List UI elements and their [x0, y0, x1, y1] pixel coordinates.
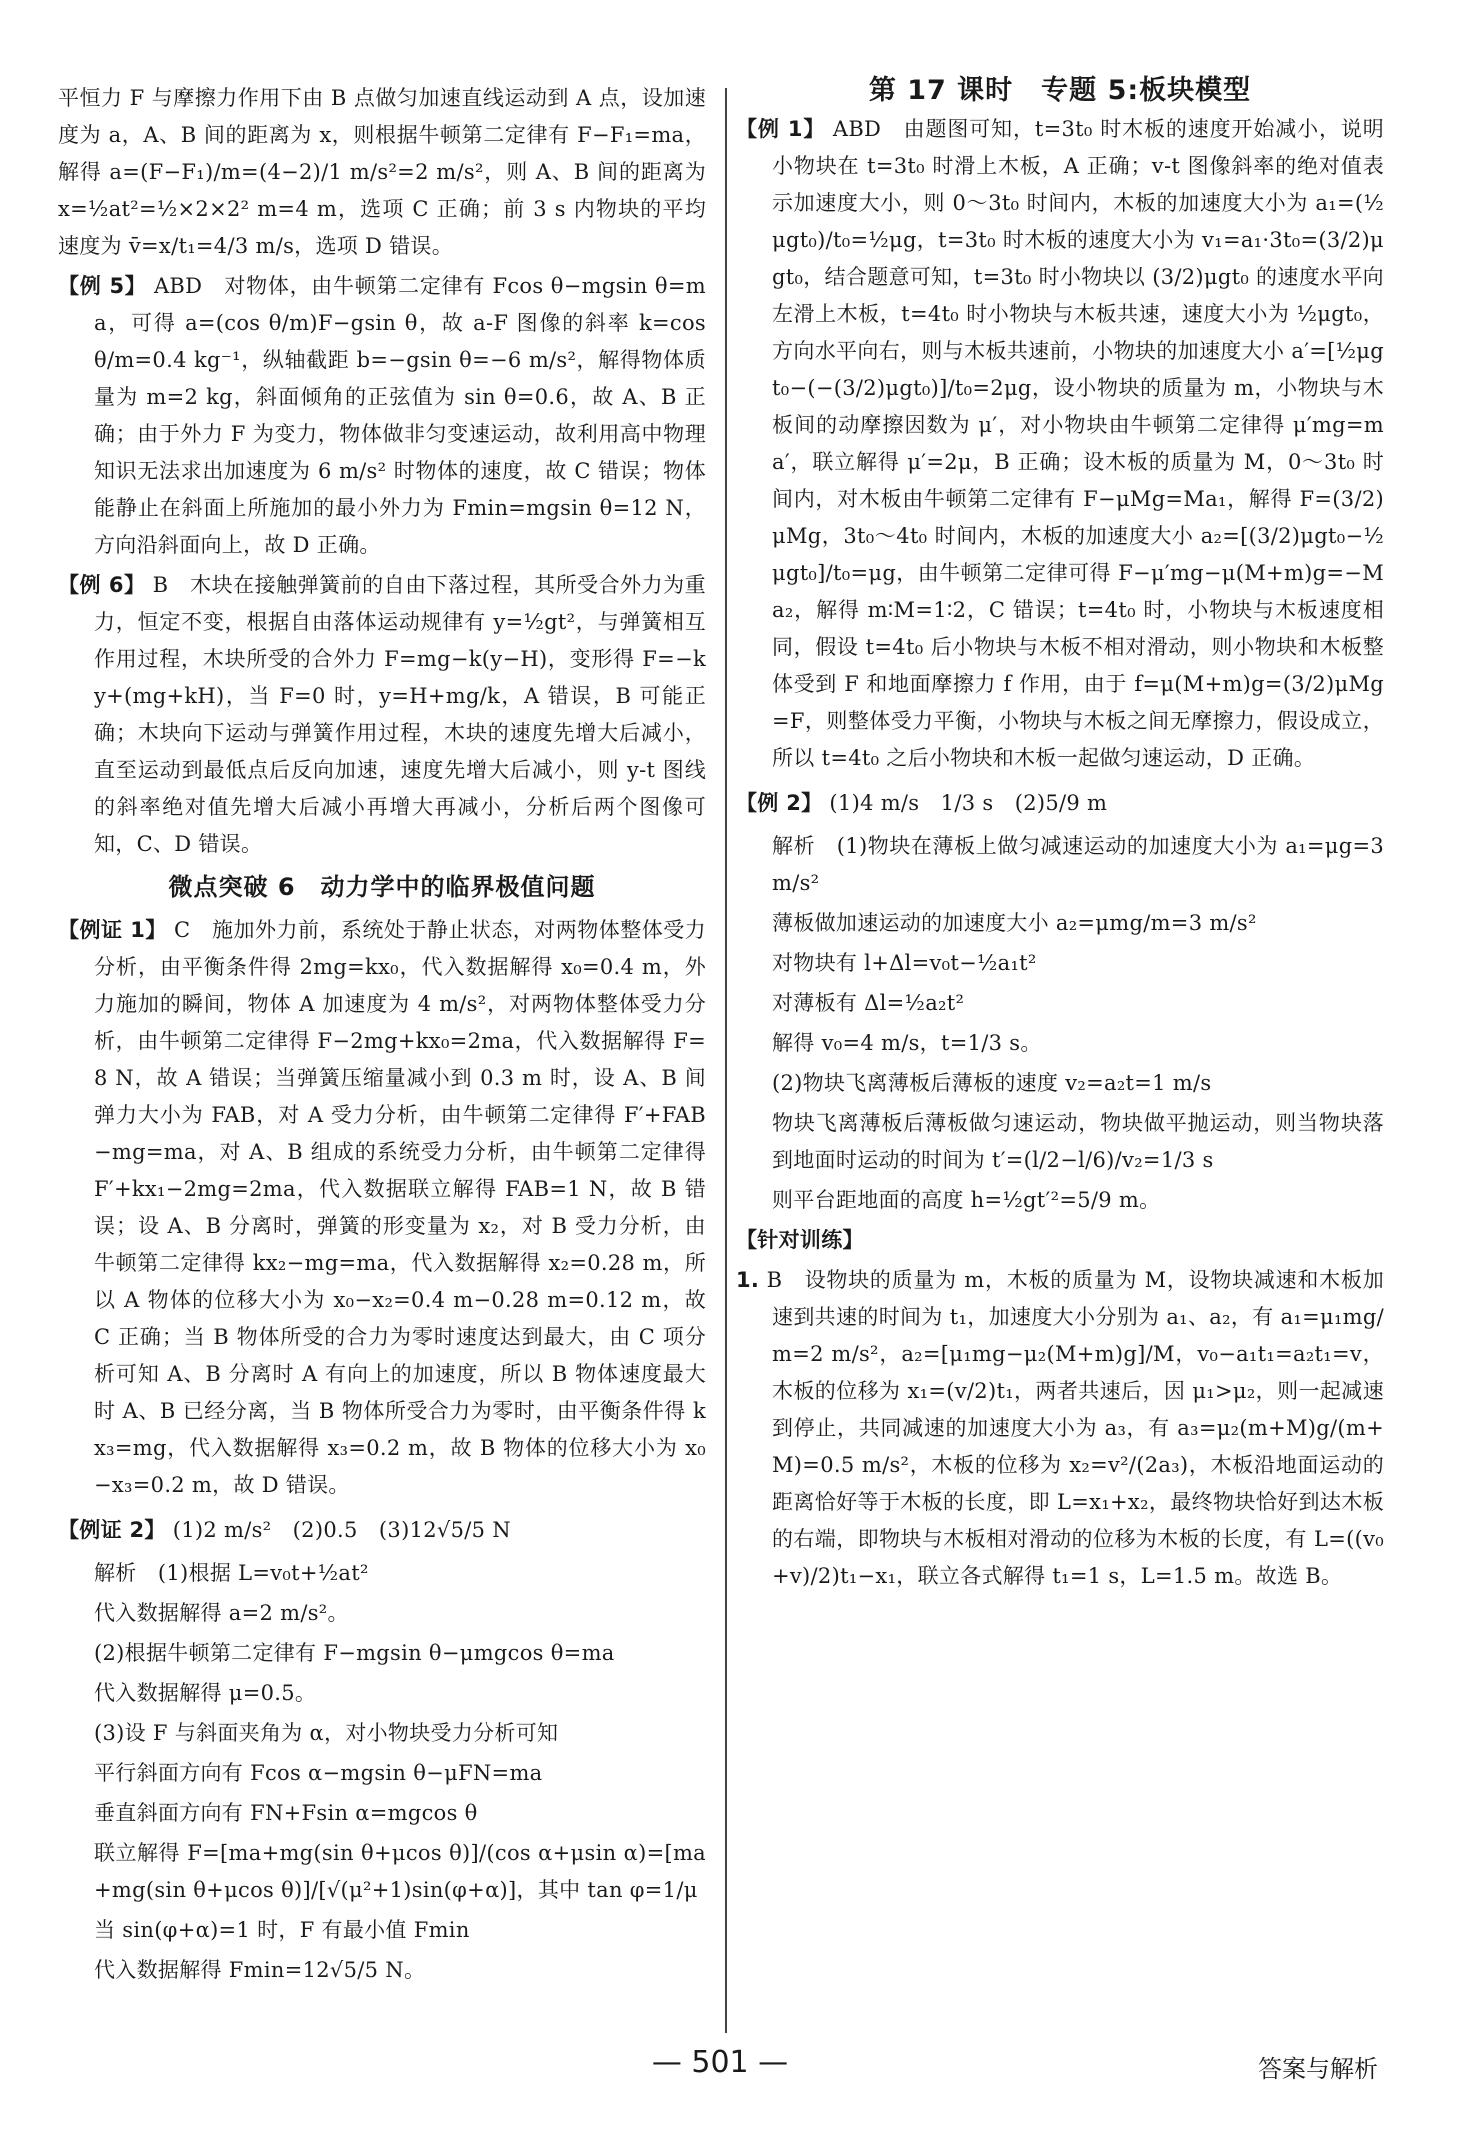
solution-line: 物块飞离薄板后薄板做匀速运动，物块做平抛运动，则当物块落到地面时运动的时间为 t′=(l/2−l/6)/v₂=1/3 s [772, 1111, 1384, 1172]
example-tag: 【例 2】 [736, 791, 823, 815]
footer-label: 答案与解析 [1258, 2055, 1378, 2083]
solution-line: 对薄板有 Δl=½a₂t² [772, 991, 965, 1015]
answer-line [736, 785, 1384, 822]
solution-line: 平行斜面方向有 Fcos α−mgsin θ−μFN=ma [94, 1761, 543, 1785]
example-tag: 【例证 1】 [58, 918, 167, 942]
subheading: 【针对训练】 [736, 1228, 864, 1252]
example-item [58, 912, 706, 1504]
solution-line: (2)根据牛顿第二定律有 F−mgsin θ−μmgcos θ=ma [94, 1641, 615, 1665]
left-column [58, 80, 706, 1992]
column-divider [725, 88, 727, 2033]
solution-line: 解析 (1)根据 L=v₀t+½at² [94, 1561, 369, 1585]
right-column [736, 75, 1384, 1598]
solution-line: 则平台距地面的高度 h=½gt′²=5/9 m。 [772, 1188, 1161, 1212]
answer-line [58, 1512, 706, 1549]
solution-line: 代入数据解得 Fmin=12√5/5 N。 [94, 1958, 426, 1982]
example-text: C 施加外力前，系统处于静止状态，对两物体整体受力分析，由平衡条件得 2mg=kx₀，代入数据解得 x₀=0.4 m，外力施加的瞬间，物体 A 加速度为 4 m/s²，对两物体整体受力分析，由牛顿第二定律得 F−2mg+kx₀=2ma，代入数据解得 F=8 N，故 A 错误；当弹簧压缩量减小到 0.3 m 时，设 A、B 间弹力大小为 FAB，对 A 受力分析，由牛顿第二定律得 F′+FAB−mg=ma，对 A、B 组成的系统受力分析，由牛顿第二定律得 F′+kx₁−2mg=2ma，代入数据联立解得 FAB=1 N，故 B 错误；设 A、B 分离时，弹簧的形变量为 x₂，对 B 受力分析，由牛顿第二定律得 kx₂−mg=ma，代入数据解得 x₂=0.28 m，所以 A 物体的位移大小为 x₀−x₂=0.4 m−0.28 m=0.12 m，故 C 正确；当 B 物体所受的合力为零时速度达到最大，由 C 项分析可知 A、B 分离时 A 有向上的加速度，所以 B 物体速度最大时 A、B 已经分离，当 B 物体所受合力为零时，由平衡条件得 kx₃=mg，代入数据解得 x₃=0.2 m，故 B 物体的位移大小为 x₀−x₃=0.2 m，故 D 错误。 [94, 918, 706, 1497]
example-item [736, 111, 1384, 777]
solution-line: 解析 (1)物块在薄板上做匀减速运动的加速度大小为 a₁=μg=3 m/s² [772, 834, 1384, 895]
example-item [736, 1262, 1384, 1595]
example-text: B 设物块的质量为 m，木板的质量为 M，设物块减速和木板加速到共速的时间为 t₁，加速度大小分别为 a₁、a₂，有 a₁=μ₁mg/m=2 m/s²，a₂=[μ₁mg−μ₂(M+m)g]/M，v₀−a₁t₁=a₂t₁=v，木板的位移为 x₁=(v/2)t₁，两者共速后，因 μ₁>μ₂，则一起减速到停止，共同减速的加速度大小为 a₃，有 a₃=μ₂(m+M)g/(m+M)=0.5 m/s²，木板的位移为 x₂=v²/(2a₃)，木板沿地面运动的距离恰好等于木板的长度，即 L=x₁+x₂，最终物块恰好到达木板的右端，即物块与木板相对滑动的位移为木板的长度，有 L=((v₀+v)/2)t₁−x₁，联立各式解得 t₁=1 s，L=1.5 m。故选 B。 [766, 1268, 1384, 1588]
solution-line: (3)设 F 与斜面夹角为 α，对小物块受力分析可知 [94, 1721, 559, 1745]
lesson-title: 第 17 课时 专题 5:板块模型 [868, 75, 1252, 106]
example-text: (1)4 m/s 1/3 s (2)5/9 m [829, 791, 1108, 815]
example-tag: 【例证 2】 [58, 1518, 166, 1542]
solution-line: 当 sin(φ+α)=1 时，F 有最小值 Fmin [94, 1918, 470, 1942]
paragraph: 平恒力 F 与摩擦力作用下由 B 点做匀加速直线运动到 A 点，设加速度为 a，A、B 间的距离为 x，则根据牛顿第二定律有 F−F₁=ma，解得 a=(F−F₁)/m=(4−2)/1 m/s²=2 m/s²，则 A、B 间的距离为 x=½at²=½×2×2² m=4 m，选项 C 正确；前 3 s 内物块的平均速度为 v̄=x/t₁=4/3 m/s，选项 D 错误。 [58, 86, 706, 258]
example-text: ABD 对物体，由牛顿第二定律有 Fcos θ−mgsin θ=ma，可得 a=(cos θ/m)F−gsin θ，故 a-F 图像的斜率 k=cos θ/m=0.4 kg⁻¹，纵轴截距 b=−gsin θ=−6 m/s²，解得物体质量为 m=2 kg，斜面倾角的正弦值为 sin θ=0.6，故 A、B 正确；由于外力 F 为变力，物体做非匀变速运动，故利用高中物理知识无法求出加速度为 6 m/s² 时物体的速度，故 C 错误；物体能静止在斜面上所施加的最小外力为 Fmin=mgsin θ=12 N，方向沿斜面向上，故 D 正确。 [94, 274, 706, 557]
solution-line: 对物块有 l+Δl=v₀t−½a₁t² [772, 951, 1037, 975]
example-item [58, 567, 706, 863]
page-number: — 501 — [651, 2045, 789, 2080]
example-text: ABD 由题图可知，t=3t₀ 时木板的速度开始减小，说明小物块在 t=3t₀ 时滑上木板，A 正确；v-t 图像斜率的绝对值表示加速度大小，则 0～3t₀ 时间内，木板的加速度大小为 a₁=(½μgt₀)/t₀=½μg，t=3t₀ 时木板的速度大小为 v₁=a₁·3t₀=(3/2)μgt₀，结合题意可知，t=3t₀ 时小物块以 (3/2)μgt₀ 的速度水平向左滑上木板，t=4t₀ 时小物块与木板共速，速度大小为 ½μgt₀，方向水平向右，则与木板共速前，小物块的加速度大小 a′=[½μgt₀−(−(3/2)μgt₀)]/t₀=2μg，设小物块的质量为 m，小物块与木板间的动摩擦因数为 μ′，对小物块由牛顿第二定律得 μ′mg=ma′，联立解得 μ′=2μ，B 正确；设木板的质量为 M，0～3t₀ 时间内，对木板由牛顿第二定律有 F−μMg=Ma₁，解得 F=(3/2)μMg，3t₀～4t₀ 时间内，木板的加速度大小 a₂=[(3/2)μgt₀−½μgt₀]/t₀=μg，由牛顿第二定律可得 F−μ′mg−μ(M+m)g=−Ma₂，解得 m∶M=1∶2，C 错误；t=4t₀ 时，小物块与木板速度相同，假设 t=4t₀ 后小物块与木板不相对滑动，则小物块和木板整体受到 F 和地面摩擦力 f 作用，由于 f=μ(M+m)g=(3/2)μMg=F，则整体受力平衡，小物块与木板之间无摩擦力，假设成立，所以 t=4t₀ 之后小物块和木板一起做匀速运动，D 正确。 [772, 117, 1384, 770]
solution-line: 代入数据解得 μ=0.5。 [94, 1681, 317, 1705]
example-text: B 木块在接触弹簧前的自由下落过程，其所受合外力为重力，恒定不变，根据自由落体运动规律有 y=½gt²，与弹簧相互作用过程，木块所受的合外力 F=mg−k(y−H)，变形得 F=−ky+(mg+kH)，当 F=0 时，y=H+mg/k，A 错误，B 可能正确；木块向下运动与弹簧作用过程，木块的速度先增大后减小，直至运动到最低点后反向加速，速度先增大后减小，则 y-t 图线的斜率绝对值先增大后减小再增大再减小，分析后两个图像可知，C、D 错误。 [94, 573, 706, 856]
solution-line: 垂直斜面方向有 FN+Fsin α=mgcos θ [94, 1801, 478, 1825]
solution-line: 联立解得 F=[ma+mg(sin θ+μcos θ)]/(cos α+μsin α)=[ma+mg(sin θ+μcos θ)]/[√(μ²+1)sin(φ+α)]，其中 tan φ=1/μ [94, 1841, 706, 1902]
example-tag: 【例 6】 [58, 573, 146, 597]
example-text: (1)2 m/s² (2)0.5 (3)12√5/5 N [172, 1518, 511, 1542]
solution-line: (2)物块飞离薄板后薄板的速度 v₂=a₂t=1 m/s [772, 1071, 1212, 1095]
section-heading: 微点突破 6 动力学中的临界极值问题 [168, 873, 596, 901]
example-item [58, 268, 706, 564]
page-footer [0, 2045, 1480, 2085]
example-tag: 【例 5】 [58, 274, 147, 298]
solution-line: 解得 v₀=4 m/s，t=1/3 s。 [772, 1031, 1042, 1055]
example-tag: 【例 1】 [736, 117, 826, 141]
example-tag: 1. [736, 1268, 760, 1292]
solution-line: 薄板做加速运动的加速度大小 a₂=μmg/m=3 m/s² [772, 911, 1257, 935]
solution-line: 代入数据解得 a=2 m/s²。 [94, 1601, 349, 1625]
